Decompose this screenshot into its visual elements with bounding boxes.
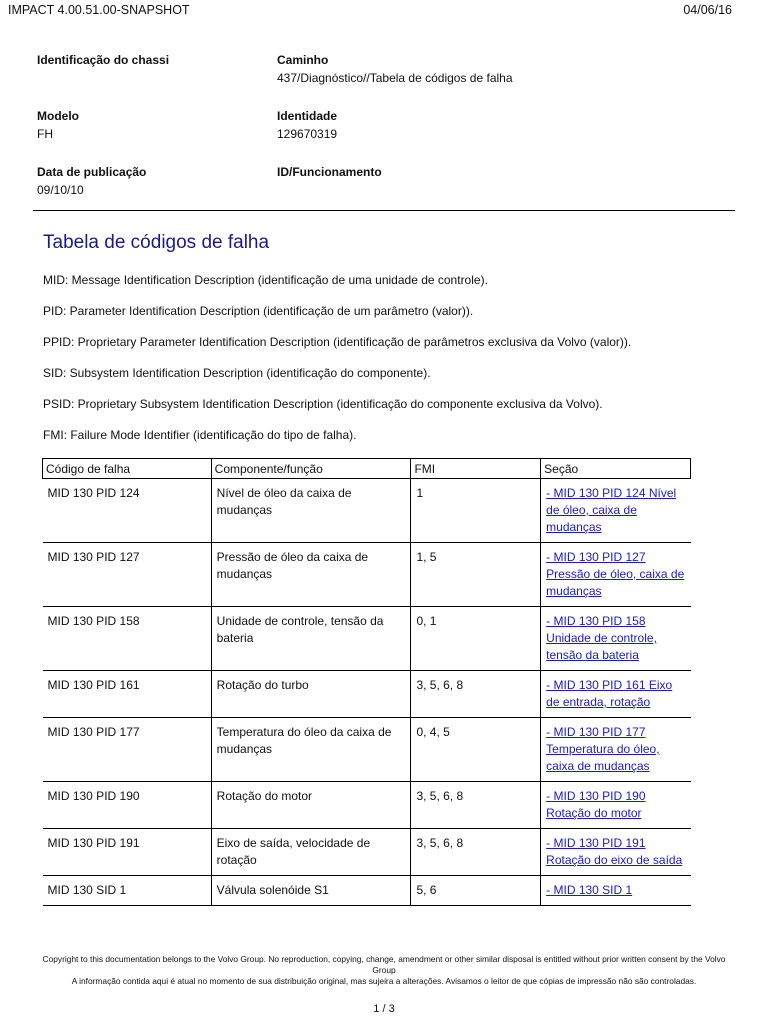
cell-component: Nível de óleo da caixa de mudanças: [211, 479, 411, 543]
cell-component: Unidade de controle, tensão da bateria: [211, 607, 411, 671]
section-link[interactable]: - MID 130 SID 1: [546, 883, 633, 897]
cell-component: Temperatura do óleo da caixa de mudanças: [211, 718, 411, 782]
definitions-list: [43, 274, 631, 460]
section-link[interactable]: - MID 130 PID 161 Eixo de entrada, rotação: [546, 678, 673, 709]
section-link[interactable]: - MID 130 PID 177 Temperatura do óleo, caixa de mudanças: [546, 725, 660, 773]
header-code: Código de falha: [43, 459, 212, 479]
table-row: [43, 607, 691, 671]
table-row: [43, 829, 691, 876]
cell-code: MID 130 PID 161: [43, 671, 212, 718]
cell-code: MID 130 PID 124: [43, 479, 212, 543]
table-row: [43, 543, 691, 607]
cell-component: Pressão de óleo da caixa de mudanças: [211, 543, 411, 607]
model-label: Modelo: [37, 109, 79, 123]
cell-code: MID 130 PID 177: [43, 718, 212, 782]
definition-fmi: FMI: Failure Mode Identifier (identificação do tipo de falha).: [43, 428, 357, 442]
chassis-label: Identificação do chassi: [37, 53, 170, 67]
page-header: [8, 3, 732, 17]
document-metadata: [37, 53, 737, 221]
cell-fmi: 0, 4, 5: [411, 718, 541, 782]
app-version: IMPACT 4.00.51.00-SNAPSHOT: [8, 3, 190, 17]
identity-label: Identidade: [277, 109, 338, 123]
table-row: [43, 671, 691, 718]
cell-section: [541, 718, 691, 782]
section-link[interactable]: - MID 130 PID 158 Unidade de controle, tensão da bateria: [546, 614, 657, 662]
function-label: ID/Funcionamento: [277, 165, 382, 179]
path-value: 437/Diagnóstico//Tabela de códigos de falha: [277, 71, 513, 85]
table-row: [43, 782, 691, 829]
header-date: 04/06/16: [683, 3, 732, 17]
definition-ppid: PPID: Proprietary Parameter Identification Description (identificação de parâmetros exclusiva da Volvo (valor)).: [43, 335, 632, 349]
fault-code-table: [42, 458, 691, 906]
cell-section: [541, 876, 691, 906]
cell-section: [541, 479, 691, 543]
section-link[interactable]: - MID 130 PID 127 Pressão de óleo, caixa de mudanças: [546, 550, 685, 598]
cell-fmi: 3, 5, 6, 8: [411, 782, 541, 829]
section-link[interactable]: - MID 130 PID 124 Nível de óleo, caixa de mudanças: [546, 486, 677, 534]
pubdate-label: Data de publicação: [37, 165, 147, 179]
cell-component: Rotação do motor: [211, 782, 411, 829]
table-row: [43, 718, 691, 782]
cell-fmi: 3, 5, 6, 8: [411, 671, 541, 718]
cell-code: MID 130 PID 190: [43, 782, 212, 829]
cell-fmi: 3, 5, 6, 8: [411, 829, 541, 876]
validity-notice: A informação contida aqui é atual no momento de sua distribuição original, mas sujeira a alterações. Avisamos o leitor de que cópias de impressão não são controladas.: [71, 976, 697, 986]
cell-section: [541, 607, 691, 671]
cell-code: MID 130 SID 1: [43, 876, 212, 906]
header-section: Seção: [541, 459, 691, 479]
table-row: [43, 876, 691, 906]
cell-fmi: 0, 1: [411, 607, 541, 671]
definition-sid: SID: Subsystem Identification Description (identificação do componente).: [43, 366, 431, 380]
cell-fmi: 5, 6: [411, 876, 541, 906]
cell-section: [541, 671, 691, 718]
header-fmi: FMI: [411, 459, 541, 479]
model-value: FH: [37, 127, 53, 141]
cell-fmi: 1: [411, 479, 541, 543]
cell-component: Válvula solenóide S1: [211, 876, 411, 906]
section-link[interactable]: - MID 130 PID 191 Rotação do eixo de saída: [546, 836, 683, 867]
definition-pid: PID: Parameter Identification Description (identificação de um parâmetro (valor)).: [43, 304, 474, 318]
copyright-notice: Copyright to this documentation belongs to the Volvo Group. No reproduction, copying, change, amendment or other similar disposal is entitled without prior written consent by the Volvo Group: [42, 954, 726, 975]
section-link[interactable]: - MID 130 PID 190 Rotação do motor: [546, 789, 646, 820]
identity-value: 129670319: [277, 127, 338, 141]
cell-component: Rotação do turbo: [211, 671, 411, 718]
cell-section: [541, 782, 691, 829]
cell-fmi: 1, 5: [411, 543, 541, 607]
definition-mid: MID: Message Identification Description (identificação de uma unidade de controle).: [43, 273, 488, 287]
cell-code: MID 130 PID 127: [43, 543, 212, 607]
footer: [30, 954, 738, 987]
path-label: Caminho: [277, 53, 329, 67]
divider: [33, 210, 735, 211]
cell-code: MID 130 PID 158: [43, 607, 212, 671]
cell-component: Eixo de saída, velocidade de rotação: [211, 829, 411, 876]
cell-code: MID 130 PID 191: [43, 829, 212, 876]
pubdate-value: 09/10/10: [37, 183, 84, 197]
table-header-row: [43, 459, 691, 479]
table-row: [43, 479, 691, 543]
page-number: 1 / 3: [373, 1003, 395, 1015]
cell-section: [541, 829, 691, 876]
header-component: Componente/função: [211, 459, 411, 479]
cell-section: [541, 543, 691, 607]
page-title: Tabela de códigos de falha: [43, 232, 270, 253]
definition-psid: PSID: Proprietary Subsystem Identification Description (identificação do componente exclusiva da Volvo).: [43, 397, 603, 411]
